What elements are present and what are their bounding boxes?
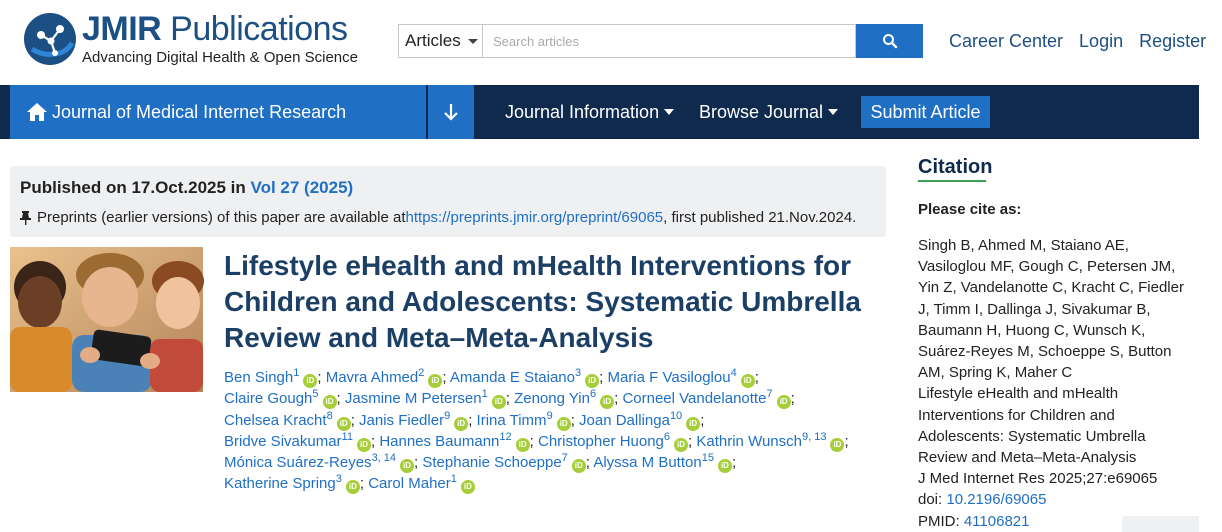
author-separator: ; (731, 454, 737, 472)
citation-body (918, 235, 1194, 532)
author-entry (326, 369, 443, 386)
citation-title: Lifestyle eHealth and mHealth Interventions for Children and Adolescents: Systematic Umbrella Review and Meta–Meta-Analysis (918, 385, 1146, 467)
author-name-link[interactable]: Claire Gough (224, 390, 313, 408)
author-affiliation[interactable]: 7 (766, 388, 773, 401)
caret-down-icon (828, 109, 838, 115)
author-name-link[interactable]: Zenong Yin (514, 390, 590, 408)
home-icon (26, 102, 48, 122)
author-line (224, 431, 884, 452)
author-name-link[interactable]: Ben Singh (224, 369, 294, 386)
login-link[interactable]: Login (1079, 31, 1124, 51)
orcid-icon[interactable]: iD (428, 374, 442, 388)
author-entry (368, 475, 475, 492)
publication-info-box (10, 166, 886, 237)
journal-navbar (0, 85, 1199, 139)
orcid-icon[interactable]: iD (830, 438, 844, 452)
author-affiliation[interactable]: 10 (669, 409, 683, 422)
citation-subheading: Please cite as: (918, 201, 1022, 218)
author-affiliation[interactable]: 3 (335, 473, 342, 486)
author-separator: ; (414, 454, 423, 472)
author-entry (696, 430, 844, 450)
author-name-link[interactable]: Stephanie Schoeppe (422, 454, 562, 472)
orcid-icon[interactable]: iD (357, 438, 371, 452)
orcid-icon[interactable]: iD (585, 374, 599, 388)
author-separator: ; (688, 432, 697, 450)
nav-journal-home[interactable] (10, 85, 426, 139)
author-separator: ; (350, 411, 360, 429)
citation-tools-box (1122, 516, 1199, 532)
nav-browse-journal-label: Browse Journal (699, 101, 824, 122)
author-affiliation[interactable]: 9, 13 (801, 430, 827, 443)
author-name-link[interactable]: Katherine Spring (224, 475, 336, 493)
author-entry (622, 390, 790, 407)
published-line: Published on 17.Oct.2025 in Vol 27 (2025) (20, 178, 354, 197)
citation-heading-underline (918, 180, 986, 182)
author-name-link[interactable]: Alyssa M Button (593, 454, 702, 472)
author-separator: ; (442, 369, 450, 386)
author-affiliation[interactable]: 12 (499, 430, 512, 443)
citation-pmid: PMID: 41106821 (918, 512, 1030, 530)
author-affiliation[interactable]: 9 (444, 409, 451, 422)
author-separator: ; (570, 411, 580, 429)
author-entry (224, 475, 360, 492)
author-affiliation[interactable]: 3 (574, 367, 582, 379)
author-name-link[interactable]: Amanda E Staiano (449, 369, 575, 386)
author-entry (607, 369, 754, 386)
author-name-link[interactable]: Janis Fiedler (359, 411, 445, 429)
orcid-icon[interactable]: iD (600, 395, 614, 409)
nav-journal-information[interactable] (505, 85, 674, 139)
author-name-link[interactable]: Mónica Suárez-Reyes (224, 454, 372, 472)
author-separator: ; (599, 369, 608, 386)
author-affiliation[interactable]: 3, 14 (371, 452, 397, 465)
preprint-line: Preprints (earlier versions) of this paper are available at https://preprints.jmir.org/preprint/69065 , first published 21.Nov.2024. (20, 209, 856, 226)
logo-network-icon (24, 13, 76, 65)
author-separator: ; (336, 390, 345, 408)
brand-tagline: Advancing Digital Health & Open Science (82, 49, 358, 66)
author-separator: ; (529, 432, 538, 450)
author-affiliation[interactable]: 1 (450, 473, 457, 486)
author-separator: ; (468, 411, 477, 429)
author-entry (224, 390, 337, 407)
author-line (224, 473, 884, 494)
doi-link[interactable]: 10.2196/69065 (946, 491, 1047, 509)
caret-down-icon (664, 109, 674, 115)
arrow-down-icon (444, 103, 458, 121)
children-with-phone-illustration (10, 247, 203, 392)
register-link[interactable]: Register (1139, 31, 1207, 51)
author-entry (224, 409, 351, 429)
author-separator: ; (614, 390, 623, 408)
brand-name: JMIR Publications (82, 10, 348, 48)
search-button[interactable] (856, 24, 923, 58)
orcid-icon[interactable]: iD (674, 438, 688, 452)
search-icon (882, 33, 898, 49)
orcid-icon[interactable]: iD (400, 459, 414, 473)
author-affiliation[interactable]: 2 (418, 367, 425, 379)
author-name-link[interactable]: Carol Maher (368, 475, 451, 493)
author-separator: ; (370, 432, 380, 450)
author-affiliation[interactable]: 1 (293, 367, 300, 379)
author-affiliation[interactable]: 1 (481, 388, 488, 401)
orcid-icon[interactable]: iD (461, 480, 475, 494)
author-entry (476, 409, 571, 429)
nav-toggle-button[interactable] (428, 85, 474, 139)
author-affiliation[interactable]: 8 (326, 409, 333, 422)
author-line (224, 410, 884, 431)
nav-journal-information-label: Journal Information (505, 101, 660, 122)
author-entry (450, 369, 599, 386)
orcid-icon[interactable]: iD (323, 395, 337, 409)
orcid-icon[interactable]: iD (303, 374, 317, 388)
author-affiliation[interactable]: 11 (341, 430, 353, 443)
caret-down-icon (468, 39, 478, 44)
author-name-link[interactable]: Mavra Ahmed (325, 369, 419, 386)
author-separator: ; (754, 369, 759, 386)
volume-link[interactable]: Vol 27 (2025) (250, 178, 354, 197)
author-separator: ; (585, 454, 594, 472)
author-separator: ; (317, 369, 326, 386)
author-name-link[interactable]: Maria F Vasiloglou (607, 369, 731, 386)
orcid-icon[interactable]: iD (492, 395, 506, 409)
author-line (224, 388, 884, 409)
author-separator: ; (359, 475, 369, 493)
author-entry (514, 390, 614, 407)
orcid-icon[interactable]: iD (686, 417, 700, 431)
site-header (0, 0, 1207, 85)
author-line (224, 367, 884, 388)
author-separator: ; (790, 390, 795, 408)
author-entry (224, 369, 317, 386)
orcid-icon[interactable]: iD (718, 459, 732, 473)
author-separator: ; (700, 411, 705, 429)
author-entry (422, 454, 585, 471)
citation-journal: J Med Internet Res 2025;27:e69065 (918, 470, 1158, 488)
author-affiliation[interactable]: 15 (701, 452, 714, 465)
orcid-icon[interactable]: iD (516, 438, 530, 452)
article-title: Lifestyle eHealth and mHealth Interventions for Children and Adolescents: Systematic Umbrella Review and Meta–Meta-Analysis (224, 250, 861, 353)
author-entry (224, 430, 371, 450)
author-name-link[interactable]: Corneel Vandelanotte (622, 390, 767, 408)
nav-journal-label: Journal of Medical Internet Research (52, 101, 347, 122)
author-list (224, 367, 884, 495)
pushpin-icon (20, 211, 31, 225)
search-bar (398, 24, 923, 58)
citation-doi: doi: 10.2196/69065 (918, 491, 1047, 509)
author-line (224, 452, 884, 473)
author-name-link[interactable]: Chelsea Kracht (224, 411, 327, 429)
author-name-link[interactable]: Hannes Baumann (379, 432, 500, 450)
author-name-link[interactable]: Christopher Huong (538, 432, 664, 450)
jmir-logo[interactable] (24, 12, 358, 65)
orcid-icon[interactable]: iD (337, 417, 351, 431)
author-affiliation[interactable]: 9 (546, 409, 553, 422)
orcid-icon[interactable]: iD (741, 374, 755, 388)
author-affiliation[interactable]: 6 (663, 430, 671, 443)
author-name-link[interactable]: Jasmine M Petersen (344, 390, 482, 408)
author-affiliation[interactable]: 7 (561, 452, 568, 465)
orcid-icon[interactable]: iD (454, 417, 468, 431)
preprint-link[interactable]: https://preprints.jmir.org/preprint/69065 (405, 209, 664, 226)
career-center-link[interactable]: Career Center (949, 31, 1064, 51)
author-name-link[interactable]: Joan Dallinga (579, 411, 670, 429)
top-links (949, 31, 1222, 52)
author-entry (593, 454, 732, 471)
author-entry (359, 409, 468, 429)
author-name-link[interactable]: Kathrin Wunsch (696, 432, 802, 450)
author-entry (579, 409, 700, 429)
pmid-link[interactable]: 41106821 (963, 512, 1030, 530)
nav-browse-journal[interactable] (699, 85, 838, 139)
author-entry (379, 430, 529, 450)
orcid-icon[interactable]: iD (346, 480, 360, 494)
author-affiliation[interactable]: 4 (730, 367, 737, 379)
author-entry (345, 390, 506, 407)
orcid-icon[interactable]: iD (557, 417, 571, 431)
author-separator: ; (505, 390, 515, 408)
author-name-link[interactable]: Irina Timm (476, 411, 547, 429)
author-affiliation[interactable]: 6 (589, 388, 597, 401)
author-name-link[interactable]: Bridve Sivakumar (224, 432, 342, 450)
author-affiliation[interactable]: 5 (312, 388, 319, 401)
citation-authors: Singh B, Ahmed M, Staiano AE, Vasiloglou MF, Gough C, Petersen JM, Yin Z, Vandelanotte C, Kracht C, Fiedler J, Timm I, Dallinga J, Sivakumar B, Baumann H, Huong C, Wunsch K, Suárez-Reyes M, Schoeppe S, Button AM, Spring K, Maher C (918, 237, 1184, 382)
search-input[interactable] (482, 24, 856, 58)
orcid-icon[interactable]: iD (572, 459, 586, 473)
article-hero-image (10, 247, 203, 392)
author-entry (538, 430, 688, 450)
search-scope-value: Articles (405, 31, 461, 50)
author-entry (224, 454, 414, 471)
search-scope-select[interactable] (398, 24, 482, 58)
author-separator: ; (844, 432, 849, 450)
orcid-icon[interactable]: iD (777, 395, 791, 409)
submit-article-button[interactable]: Submit Article (861, 96, 990, 128)
citation-heading: Citation (918, 156, 993, 178)
